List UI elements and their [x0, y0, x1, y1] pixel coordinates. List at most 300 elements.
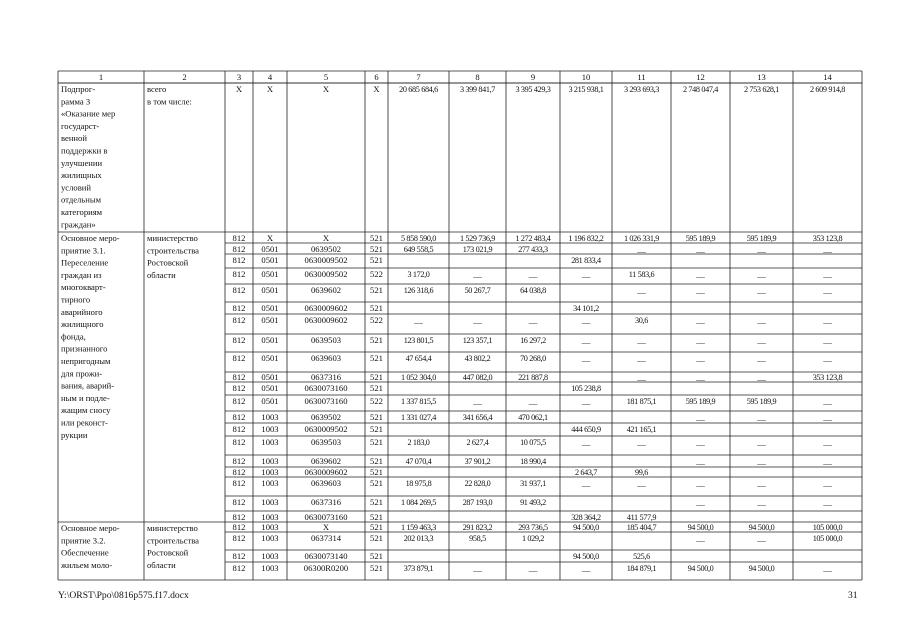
executor-line: в том числе: [147, 96, 192, 107]
empty-value-dash: — [414, 317, 423, 327]
cell-value: 521 [370, 467, 383, 477]
cell-value: 812 [232, 533, 246, 543]
cell-value: 0637316 [310, 372, 342, 382]
cell-value: 0630009602 [304, 303, 348, 313]
empty-value-dash: — [823, 271, 832, 281]
empty-value-dash: — [757, 439, 766, 449]
cell-value: 521 [370, 456, 383, 466]
cell-value: 0630009502 [304, 424, 348, 434]
empty-value-dash: — [823, 565, 832, 575]
empty-value-dash: — [823, 458, 832, 468]
program-name-line: Основное меро- [61, 523, 120, 533]
cell-value: 94 500,0 [573, 523, 599, 532]
empty-value-dash: — [696, 439, 705, 449]
empty-value-dash: — [528, 271, 538, 281]
empty-value-dash: — [757, 414, 766, 424]
cell-value: 70 268,0 [520, 354, 546, 363]
cell-value: 3 399 841,7 [459, 85, 496, 94]
cell-value: 1 337 815,5 [400, 397, 437, 406]
cell-value: 123 801,5 [403, 336, 434, 345]
cell-value: 1 159 463,3 [400, 523, 437, 532]
cell-value: 0639502 [310, 412, 342, 422]
cell-value: 373 879,1 [403, 564, 434, 573]
program-name-line: Подпрог- [61, 84, 96, 94]
cell-value: 521 [370, 424, 383, 434]
empty-value-dash: — [696, 271, 705, 281]
cell-value: 812 [232, 244, 246, 254]
program-name-line: жилищных [61, 170, 102, 181]
cell-value: 91 493,2 [520, 498, 546, 507]
cell-value: 64 038,8 [520, 286, 546, 295]
cell-value: 1 272 483,4 [515, 234, 551, 243]
empty-value-dash: — [581, 271, 591, 281]
cell-value: 521 [370, 497, 383, 507]
cell-value: 522 [370, 315, 383, 325]
empty-value-dash: — [473, 565, 482, 575]
cell-value: 0630009502 [304, 255, 348, 265]
column-number: 7 [416, 72, 421, 82]
program-name-line: отдельным [61, 194, 102, 205]
cell-value: 3 293 693,3 [623, 85, 660, 94]
column-number: 4 [267, 72, 273, 82]
empty-value-dash: — [823, 287, 832, 297]
column-number: 1 [98, 72, 104, 82]
executor-line: области [147, 269, 176, 280]
program-name-line: для прожи- [61, 368, 103, 379]
cell-value: 0630073160 [304, 512, 348, 522]
program-name-line: граждан из [61, 269, 102, 280]
program-name-line: жилищного [61, 319, 104, 330]
cell-value: 47 654,4 [405, 354, 432, 363]
executor-line: области [147, 559, 176, 570]
cell-value: 0630073160 [304, 396, 348, 406]
cell-value: 37 901,2 [464, 457, 491, 466]
empty-value-dash: — [637, 246, 646, 256]
cell-value: 202 013,3 [403, 534, 434, 543]
program-name-line: поддержки в [61, 145, 108, 156]
cell-value: 812 [232, 412, 246, 422]
cell-value: 812 [232, 383, 246, 393]
cell-value: Х [266, 233, 274, 243]
program-name-line: тирного [61, 294, 91, 305]
program-name-line: ным и подле- [61, 392, 110, 403]
cell-value: 2 627,4 [466, 438, 489, 447]
cell-value: 1 331 027,4 [400, 413, 437, 422]
cell-value: 0637314 [310, 533, 342, 543]
executor-line: всего [147, 84, 167, 94]
cell-value: 521 [370, 437, 383, 447]
cell-value: 2 183,0 [407, 438, 430, 447]
cell-value: 16 297,2 [520, 336, 546, 345]
cell-value: 1003 [261, 522, 279, 532]
cell-value: 1003 [261, 497, 279, 507]
cell-value: 521 [370, 303, 383, 313]
cell-value: 521 [370, 353, 383, 363]
cell-value: 521 [370, 372, 383, 382]
empty-value-dash: — [637, 287, 646, 297]
cell-value: 0501 [261, 244, 279, 254]
cell-value: 812 [232, 269, 246, 279]
cell-value: 0501 [261, 269, 279, 279]
cell-value: 521 [370, 233, 383, 243]
cell-value: 0501 [261, 255, 279, 265]
empty-value-dash: — [757, 535, 766, 545]
program-name-line: вания, аварий- [61, 380, 115, 391]
empty-value-dash: — [696, 480, 705, 490]
empty-value-dash: — [757, 355, 766, 365]
cell-value: 812 [232, 456, 246, 466]
empty-value-dash: — [581, 398, 591, 408]
cell-value: 521 [370, 512, 383, 522]
cell-value: 812 [232, 303, 246, 313]
cell-value: 595 189,9 [746, 397, 777, 406]
empty-value-dash: — [581, 565, 591, 575]
cell-value: 0630009602 [304, 315, 348, 325]
program-name-line: улучшении [61, 157, 103, 168]
cell-value: 94 500,0 [748, 564, 775, 573]
cell-value: 1003 [261, 512, 279, 522]
cell-value: 649 558,5 [403, 245, 434, 254]
cell-value: 0630009502 [304, 269, 348, 279]
program-name-line: непригодным [61, 356, 111, 366]
empty-value-dash: — [637, 480, 646, 490]
cell-value: 123 357,1 [462, 336, 493, 345]
cell-value: 521 [370, 533, 383, 543]
column-number: 13 [757, 72, 766, 82]
cell-value: 812 [232, 478, 246, 488]
cell-value: 94 500,0 [748, 523, 775, 532]
cell-value: 1 052 304,0 [400, 373, 437, 382]
cell-value: 94 500,0 [573, 552, 599, 561]
cell-value: 50 267,7 [464, 286, 491, 295]
empty-value-dash: — [696, 337, 705, 347]
cell-value: 281 833,4 [571, 256, 601, 265]
cell-value: 0639503 [310, 437, 342, 447]
cell-value: 2 643,7 [574, 468, 598, 477]
cell-value: 1003 [261, 437, 279, 447]
cell-value: Х [266, 84, 274, 94]
cell-value: 31 937,1 [520, 479, 546, 488]
cell-value: 595 189,9 [685, 234, 716, 243]
program-name-line: приятие 3.1. [61, 245, 106, 256]
table-grid [58, 71, 862, 580]
cell-value: 525,6 [633, 552, 650, 561]
column-number: 11 [637, 72, 646, 82]
cell-value: 812 [232, 437, 246, 447]
empty-value-dash: — [637, 337, 646, 347]
cell-value: 812 [232, 424, 246, 434]
cell-value: 812 [232, 396, 246, 406]
cell-value: 0501 [261, 353, 279, 363]
cell-value: 0630009602 [304, 467, 348, 477]
empty-value-dash: — [823, 398, 832, 408]
empty-value-dash: — [823, 414, 832, 424]
cell-value: 94 500,0 [687, 564, 714, 573]
column-number: 6 [374, 72, 379, 82]
cell-value: 3 215 938,1 [568, 85, 604, 94]
cell-value: 521 [370, 335, 383, 345]
empty-value-dash: — [757, 287, 766, 297]
empty-value-dash: — [823, 499, 832, 509]
program-name-line: венной [61, 133, 87, 144]
empty-value-dash: — [757, 458, 766, 468]
cell-value: 0501 [261, 335, 279, 345]
cell-value: 94 500,0 [687, 523, 714, 532]
cell-value: 126 318,6 [403, 286, 434, 295]
executor-line: министерство [147, 523, 198, 533]
cell-value: 2 609 914,8 [809, 85, 846, 94]
column-number: 8 [475, 72, 480, 82]
empty-value-dash: — [528, 398, 538, 408]
cell-value: 3 172,0 [407, 270, 430, 279]
empty-value-dash: — [637, 374, 646, 384]
column-number: 14 [823, 72, 832, 82]
empty-value-dash: — [823, 337, 832, 347]
cell-value: 521 [370, 563, 383, 573]
cell-value: 105 000,0 [812, 523, 843, 532]
empty-value-dash: — [823, 439, 832, 449]
cell-value: 521 [370, 478, 383, 488]
program-name-line: аварийного [61, 306, 103, 317]
cell-value: 0639603 [310, 353, 342, 363]
cell-value: 812 [232, 353, 246, 363]
cell-value: 1 029,2 [521, 534, 545, 543]
cell-value: 1 196 832,2 [568, 234, 604, 243]
empty-value-dash: — [757, 246, 766, 256]
cell-value: 0639503 [310, 335, 342, 345]
cell-value: 521 [370, 412, 383, 422]
empty-value-dash: — [757, 480, 766, 490]
cell-value: 34 101,2 [573, 304, 599, 313]
cell-value: 18 975,8 [405, 479, 432, 488]
empty-value-dash: — [473, 317, 482, 327]
empty-value-dash: — [823, 246, 832, 256]
cell-value: 181 875,1 [626, 397, 657, 406]
executor-line: Ростовской [147, 257, 189, 268]
executor-line: Ростовской [147, 547, 189, 558]
cell-value: 0501 [261, 372, 279, 382]
cell-value: 1 529 736,9 [459, 234, 496, 243]
empty-value-dash: — [696, 374, 705, 384]
empty-value-dash: — [581, 439, 591, 449]
cell-value: 0501 [261, 383, 279, 393]
program-name-line: Обеспечение [61, 547, 109, 558]
cell-value: 0639602 [310, 456, 342, 466]
cell-value: 105 238,8 [571, 384, 601, 393]
program-name-line: фонда, [61, 331, 86, 342]
cell-value: 521 [370, 255, 383, 265]
cell-value: 444 650,9 [571, 425, 601, 434]
cell-value: 812 [232, 335, 246, 345]
program-name-line: государст- [61, 120, 100, 131]
cell-value: 521 [370, 383, 383, 393]
cell-value: 595 189,9 [746, 234, 777, 243]
empty-value-dash: — [696, 499, 705, 509]
cell-value: 185 404,7 [626, 523, 657, 532]
footer-page-number: 31 [848, 590, 858, 601]
program-name-line: приятие 3.2. [61, 535, 106, 546]
program-name-line: Переселение [61, 257, 109, 268]
table-cells [60, 72, 845, 575]
empty-value-dash: — [696, 246, 705, 256]
empty-value-dash: — [581, 480, 591, 490]
cell-value: 1 026 331,9 [623, 234, 660, 243]
cell-value: 221 887,8 [518, 373, 548, 382]
program-name-line: условий [61, 182, 91, 193]
cell-value: 1003 [261, 533, 279, 543]
cell-value: 20 685 684,6 [399, 85, 438, 94]
cell-value: 1 084 269,5 [400, 498, 437, 507]
program-name-line: или реконст- [61, 417, 108, 428]
cell-value: Х [322, 233, 330, 243]
column-number: 12 [696, 72, 705, 82]
cell-value: 3 395 429,3 [515, 85, 551, 94]
cell-value: 22 828,0 [464, 479, 491, 488]
cell-value: 0639603 [310, 478, 342, 488]
cell-value: 1003 [261, 478, 279, 488]
executor-line: министерство [147, 233, 198, 243]
cell-value: 812 [232, 467, 246, 477]
empty-value-dash: — [581, 317, 591, 327]
column-number: 5 [323, 72, 329, 82]
empty-value-dash: — [473, 271, 482, 281]
cell-value: 353 123,8 [812, 234, 843, 243]
cell-value: 521 [370, 551, 383, 561]
cell-value: 812 [232, 497, 246, 507]
executor-line: строительства [147, 245, 199, 256]
cell-value: 1003 [261, 551, 279, 561]
program-name-line: «Оказание мер [61, 108, 116, 119]
program-name-line: жильем моло- [61, 559, 113, 570]
executor-line: строительства [147, 535, 199, 546]
program-name-line: Основное меро- [61, 233, 120, 243]
empty-value-dash: — [757, 337, 766, 347]
cell-value: 105 000,0 [812, 534, 843, 543]
empty-value-dash: — [696, 535, 705, 545]
cell-value: 0637316 [310, 497, 342, 507]
cell-value: 18 990,4 [520, 457, 546, 466]
empty-value-dash: — [696, 458, 705, 468]
cell-value: 0501 [261, 396, 279, 406]
cell-value: 812 [232, 233, 246, 243]
cell-value: 812 [232, 563, 246, 573]
cell-value: 291 823,2 [462, 523, 493, 532]
empty-value-dash: — [696, 317, 705, 327]
empty-value-dash: — [823, 355, 832, 365]
cell-value: 522 [370, 269, 383, 279]
empty-value-dash: — [528, 565, 538, 575]
cell-value: 328 364,2 [571, 513, 601, 522]
column-number: 2 [182, 72, 187, 82]
cell-value: 2 748 047,4 [682, 85, 719, 94]
cell-value: 341 656,4 [462, 413, 493, 422]
empty-value-dash: — [696, 355, 705, 365]
cell-value: 521 [370, 522, 383, 532]
program-name-line: категориям [61, 207, 103, 217]
cell-value: 812 [232, 522, 246, 532]
cell-value: 0501 [261, 315, 279, 325]
program-name-line: рамма 3 [61, 96, 91, 107]
cell-value: 5 858 590,0 [400, 234, 437, 243]
column-number: 10 [581, 72, 591, 82]
cell-value: 595 189,9 [685, 397, 716, 406]
cell-value: 43 802,2 [464, 354, 491, 363]
cell-value: 1003 [261, 467, 279, 477]
cell-value: Х [373, 84, 380, 94]
footer-file-path: Y:\ORST\Ppo\0816p575.f17.docx [58, 590, 189, 601]
empty-value-dash: — [696, 287, 705, 297]
cell-value: 812 [232, 315, 246, 325]
cell-value: 812 [232, 285, 246, 295]
program-name-line: многокварт- [61, 282, 106, 293]
empty-value-dash: — [696, 414, 705, 424]
cell-value: 30,6 [635, 316, 648, 325]
empty-value-dash: — [473, 398, 482, 408]
empty-value-dash: — [581, 337, 591, 347]
program-name-line: граждан» [61, 219, 96, 230]
cell-value: 99,6 [635, 468, 648, 477]
cell-value: 2 753 628,1 [743, 85, 780, 94]
cell-value: 0639602 [310, 285, 342, 295]
empty-value-dash: — [823, 317, 832, 327]
cell-value: 0639502 [310, 244, 342, 254]
cell-value: Х [322, 84, 330, 94]
cell-value: 0501 [261, 285, 279, 295]
cell-value: 0630073140 [304, 551, 348, 561]
cell-value: 1003 [261, 563, 279, 573]
empty-value-dash: — [637, 355, 646, 365]
cell-value: 353 123,8 [812, 373, 843, 382]
cell-value: 958,5 [469, 534, 486, 543]
cell-value: 277 433,3 [518, 245, 548, 254]
cell-value: 11 583,6 [628, 270, 655, 279]
cell-value: 287 193,0 [462, 498, 493, 507]
cell-value: 421 165,1 [626, 425, 657, 434]
cell-value: 1003 [261, 424, 279, 434]
empty-value-dash: — [823, 480, 832, 490]
program-name-line: жащим сносу [61, 405, 111, 416]
empty-value-dash: — [528, 317, 538, 327]
cell-value: 812 [232, 372, 246, 382]
cell-value: 812 [232, 551, 246, 561]
program-name-line: признанного [61, 343, 108, 354]
cell-value: Х [322, 522, 330, 532]
cell-value: 10 075,5 [520, 438, 546, 447]
empty-value-dash: — [637, 439, 646, 449]
column-number: 9 [530, 72, 536, 82]
cell-value: 0630073160 [304, 383, 348, 393]
empty-value-dash: — [757, 271, 766, 281]
cell-value: 411 577,9 [626, 513, 657, 522]
cell-value: 812 [232, 255, 246, 265]
program-name-line: рукции [61, 429, 88, 440]
cell-value: Х [235, 84, 243, 94]
cell-value: 521 [370, 244, 383, 254]
empty-value-dash: — [581, 355, 591, 365]
cell-value: 447 082,0 [462, 373, 493, 382]
cell-value: 06300R0200 [303, 563, 349, 573]
cell-value: 522 [370, 396, 383, 406]
cell-value: 0501 [261, 303, 279, 313]
cell-value: 293 736,5 [518, 523, 548, 532]
cell-value: 47 070,4 [405, 457, 432, 466]
cell-value: 470 062,1 [518, 413, 548, 422]
empty-value-dash: — [757, 499, 766, 509]
empty-value-dash: — [757, 317, 766, 327]
cell-value: 521 [370, 285, 383, 295]
cell-value: 184 879,1 [626, 564, 657, 573]
empty-value-dash: — [757, 374, 766, 384]
